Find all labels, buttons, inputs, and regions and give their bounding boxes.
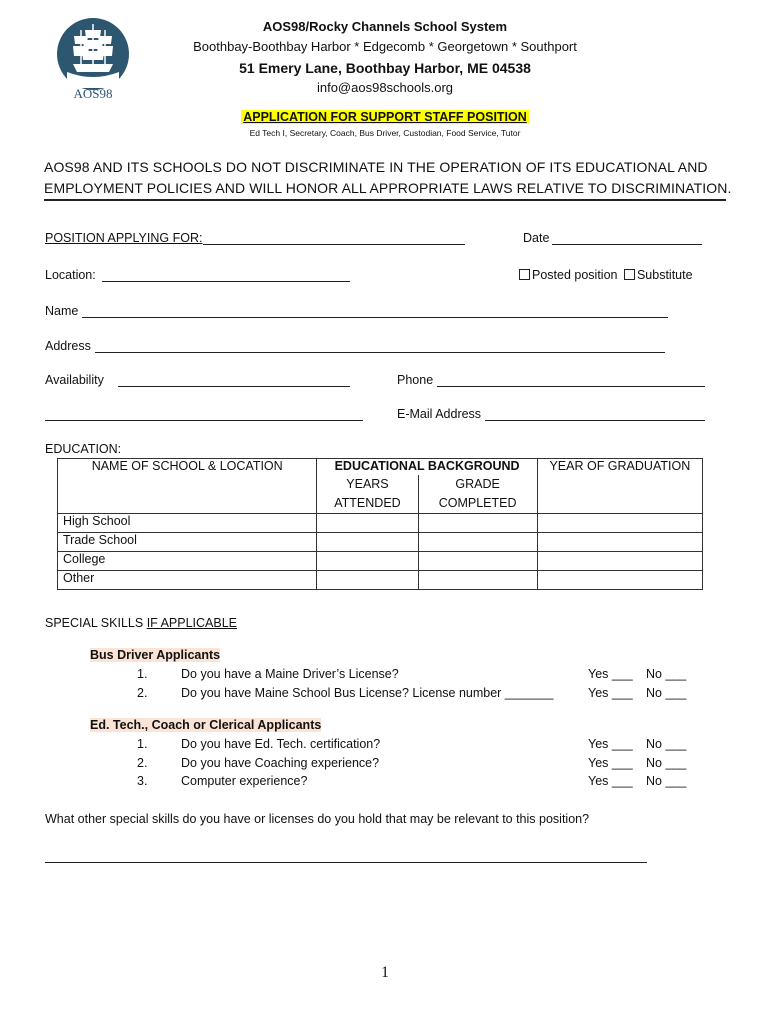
if-applicable-text: IF APPLICABLE bbox=[146, 616, 238, 630]
education-label: EDUCATION: bbox=[45, 442, 122, 456]
row-label: Other bbox=[58, 571, 317, 590]
towns-line: Boothbay-Boothbay Harbor * Edgecomb * Georgetown * Southport bbox=[193, 39, 577, 54]
yes-field[interactable]: Yes ___ bbox=[588, 774, 633, 788]
years-cell[interactable] bbox=[317, 571, 418, 590]
years-cell[interactable] bbox=[317, 533, 418, 552]
name-label: Name bbox=[45, 304, 79, 318]
completed-label: COMPLETED bbox=[438, 496, 517, 510]
grad-year-cell[interactable] bbox=[537, 533, 702, 552]
row-label: Trade School bbox=[58, 533, 317, 552]
special-skills-label bbox=[45, 616, 237, 630]
position-input[interactable] bbox=[203, 244, 465, 245]
row-label: College bbox=[58, 552, 317, 571]
table-row bbox=[58, 533, 703, 552]
bus-driver-heading: Bus Driver Applicants bbox=[90, 648, 221, 662]
page-number: 1 bbox=[381, 964, 389, 981]
form-title: APPLICATION FOR SUPPORT STAFF POSITION bbox=[243, 110, 527, 124]
grade-cell[interactable] bbox=[418, 533, 537, 552]
col-grad-header: YEAR OF GRADUATION bbox=[537, 459, 702, 514]
email-input[interactable] bbox=[485, 420, 705, 421]
grad-year-cell[interactable] bbox=[537, 552, 702, 571]
special-skills-text: SPECIAL SKILLS bbox=[45, 616, 147, 630]
grade-label: GRADE bbox=[455, 477, 500, 491]
col-grade-header bbox=[418, 475, 537, 514]
q-number: 2. bbox=[137, 686, 148, 700]
table-title: EDUCATIONAL BACKGROUND bbox=[317, 459, 537, 476]
no-field[interactable]: No ___ bbox=[646, 667, 687, 681]
other-skills-question: What other special skills do you have or licenses do you hold that may be relevant to this position? bbox=[45, 812, 590, 826]
yes-field[interactable]: Yes ___ bbox=[588, 737, 633, 751]
table-row bbox=[58, 571, 703, 590]
address-line: 51 Emery Lane, Boothbay Harbor, ME 04538 bbox=[239, 60, 531, 76]
row-label: High School bbox=[58, 514, 317, 533]
col-years-header bbox=[317, 475, 418, 514]
no-field[interactable]: No ___ bbox=[646, 756, 687, 770]
table-row bbox=[58, 514, 703, 533]
availability-input[interactable] bbox=[118, 386, 350, 387]
other-skills-input[interactable] bbox=[45, 862, 647, 863]
grade-cell[interactable] bbox=[418, 552, 537, 571]
edtech-heading: Ed. Tech., Coach or Clerical Applicants bbox=[90, 718, 322, 732]
phone-label: Phone bbox=[397, 373, 434, 387]
attended-label: ATTENDED bbox=[334, 496, 401, 510]
availability-input-2[interactable] bbox=[45, 420, 363, 421]
years-label: YEARS bbox=[346, 477, 389, 491]
grade-cell[interactable] bbox=[418, 514, 537, 533]
address-input[interactable] bbox=[95, 352, 665, 353]
grade-cell[interactable] bbox=[418, 571, 537, 590]
form-title-wrap bbox=[0, 108, 770, 126]
email-label: E-Mail Address bbox=[397, 407, 482, 421]
position-type-options bbox=[519, 268, 693, 282]
q-number: 2. bbox=[137, 756, 148, 770]
phone-input[interactable] bbox=[437, 386, 705, 387]
edtech-question-3: Computer experience? bbox=[181, 774, 308, 788]
grad-year-cell[interactable] bbox=[537, 571, 702, 590]
q-number: 1. bbox=[137, 737, 148, 751]
location-input[interactable] bbox=[102, 281, 350, 282]
location-label: Location: bbox=[45, 268, 96, 282]
grad-year-cell[interactable] bbox=[537, 514, 702, 533]
no-field[interactable]: No ___ bbox=[646, 774, 687, 788]
q-number: 1. bbox=[137, 667, 148, 681]
posted-label: Posted position bbox=[532, 268, 618, 282]
yes-field[interactable]: Yes ___ bbox=[588, 667, 633, 681]
position-label: POSITION APPLYING FOR: bbox=[45, 231, 203, 245]
bus-question-2: Do you have Maine School Bus License? License number _______ bbox=[181, 686, 554, 700]
email-line: info@aos98schools.org bbox=[316, 80, 454, 95]
years-cell[interactable] bbox=[317, 514, 418, 533]
edtech-question-2: Do you have Coaching experience? bbox=[181, 756, 380, 770]
name-input[interactable] bbox=[82, 317, 668, 318]
nondiscrimination-notice: AOS98 AND ITS SCHOOLS DO NOT DISCRIMINATE IN THE OPERATION OF ITS EDUCATIONAL AND EMPLOYMENT POLICIES AND WILL HONOR ALL APPROPRIATE LAWS RELATIVE TO DISCRIMINATION. bbox=[44, 159, 732, 196]
svg-text:AOS98: AOS98 bbox=[73, 86, 113, 101]
availability-label: Availability bbox=[45, 373, 104, 387]
edtech-question-1: Do you have Ed. Tech. certification? bbox=[181, 737, 381, 751]
yes-field[interactable]: Yes ___ bbox=[588, 756, 633, 770]
no-field[interactable]: No ___ bbox=[646, 737, 687, 751]
posted-checkbox[interactable] bbox=[519, 269, 530, 280]
address-label: Address bbox=[45, 339, 91, 353]
substitute-checkbox[interactable] bbox=[624, 269, 635, 280]
divider bbox=[44, 199, 726, 201]
school-system-title: AOS98/Rocky Channels School System bbox=[262, 19, 508, 34]
col-school-header: NAME OF SCHOOL & LOCATION bbox=[58, 459, 317, 514]
yes-field[interactable]: Yes ___ bbox=[588, 686, 633, 700]
q-number: 3. bbox=[137, 774, 148, 788]
bus-question-1: Do you have a Maine Driver’s License? bbox=[181, 667, 399, 681]
education-table bbox=[57, 458, 703, 590]
no-field[interactable]: No ___ bbox=[646, 686, 687, 700]
table-row bbox=[58, 552, 703, 571]
date-label: Date bbox=[523, 231, 550, 245]
substitute-label: Substitute bbox=[636, 268, 693, 282]
years-cell[interactable] bbox=[317, 552, 418, 571]
date-input[interactable] bbox=[552, 244, 702, 245]
form-subtitle: Ed Tech I, Secretary, Coach, Bus Driver, Custodian, Food Service, Tutor bbox=[249, 128, 521, 138]
